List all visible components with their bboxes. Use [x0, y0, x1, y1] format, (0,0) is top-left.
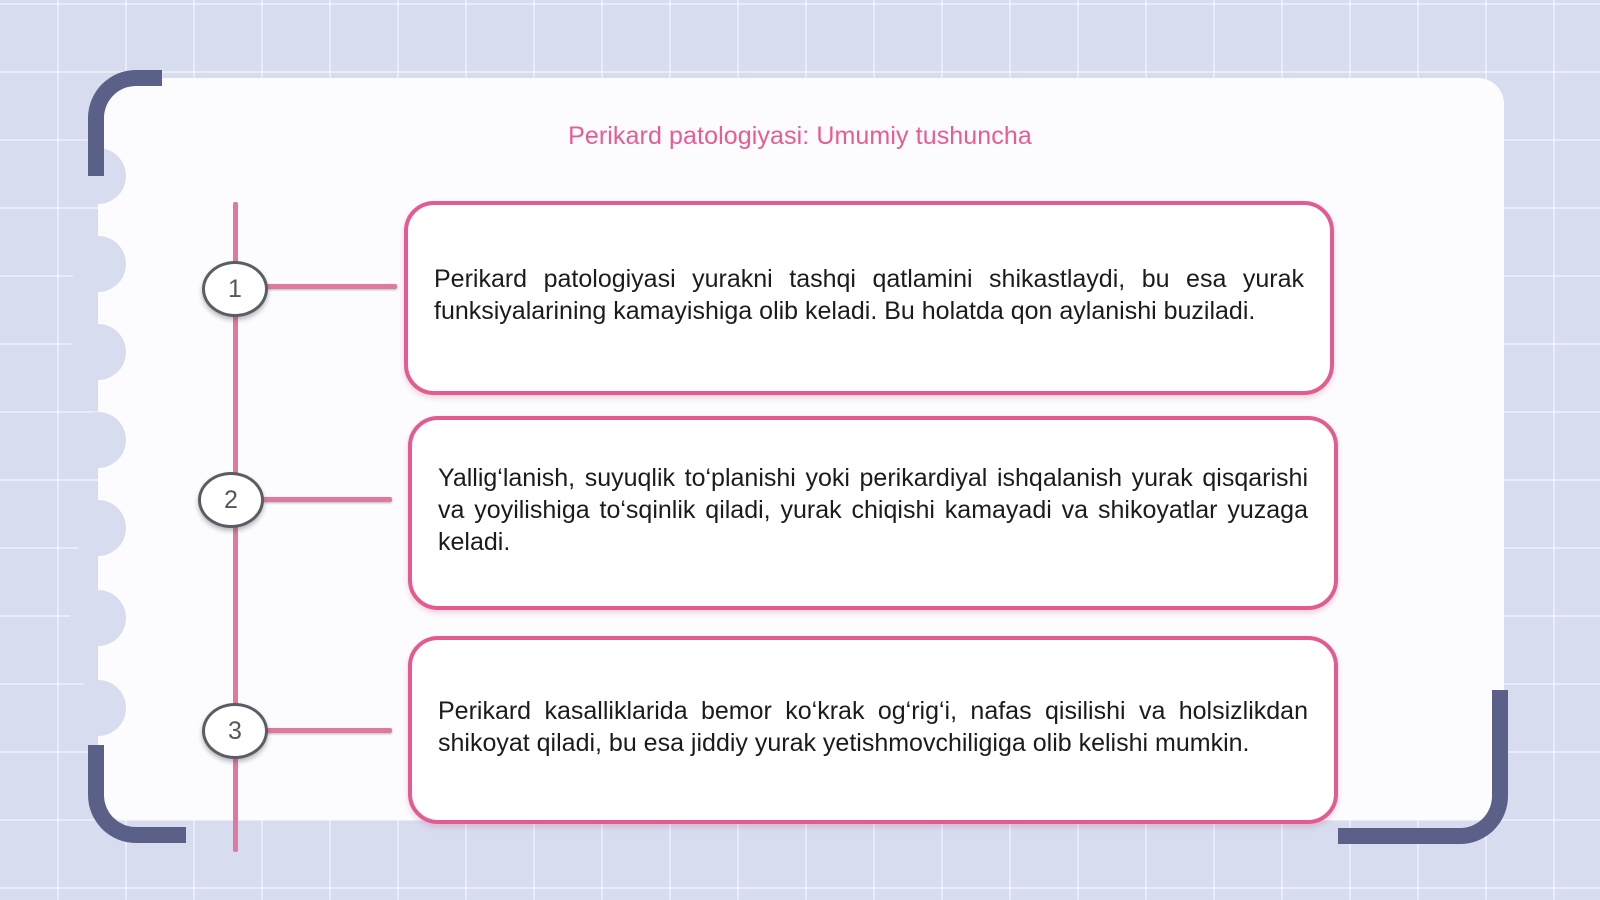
scallop-decoration	[70, 324, 126, 380]
scallop-decoration	[70, 412, 126, 468]
timeline-node-2: 2	[198, 472, 264, 528]
scallop-decoration	[70, 500, 126, 556]
slide-title: Perikard patologiyasi: Umumiy tushuncha	[568, 122, 1032, 150]
content-box-3	[408, 636, 1338, 824]
timeline-node-3: 3	[202, 703, 268, 759]
content-text-2: Yallig‘lanish, suyuqlik to‘planishi yoki perikardiyal ishqalanish yurak qisqarishi va yoyilishiga to‘sqinlik qiladi, yurak chiqishi kamayadi va shikoyatlar yuzaga keladi.	[438, 464, 1308, 556]
content-text-1: Perikard patologiyasi yurakni tashqi qatlamini shikastlaydi, bu esa yurak funksiyalarining kamayishiga olib keladi. Bu holatda qon aylanishi buziladi.	[434, 265, 1304, 325]
scallop-decoration	[70, 236, 126, 292]
content-text-3: Perikard kasalliklarida bemor ko‘krak og‘rig‘i, nafas qisilishi va holsizlikdan shikoyat qiladi, bu esa jiddiy yurak yetishmovchiligiga olib kelishi mumkin.	[438, 697, 1308, 757]
timeline-connector	[262, 728, 392, 733]
timeline-node-1: 1	[202, 261, 268, 317]
timeline-connector	[262, 284, 397, 289]
content-box-1	[404, 201, 1334, 395]
scallop-decoration	[70, 680, 126, 736]
scallop-decoration	[70, 590, 126, 646]
corner-bracket-bottom-right	[1338, 690, 1508, 844]
content-box-2	[408, 416, 1338, 610]
timeline-connector	[258, 497, 392, 502]
corner-bracket-bottom-left	[88, 745, 186, 843]
